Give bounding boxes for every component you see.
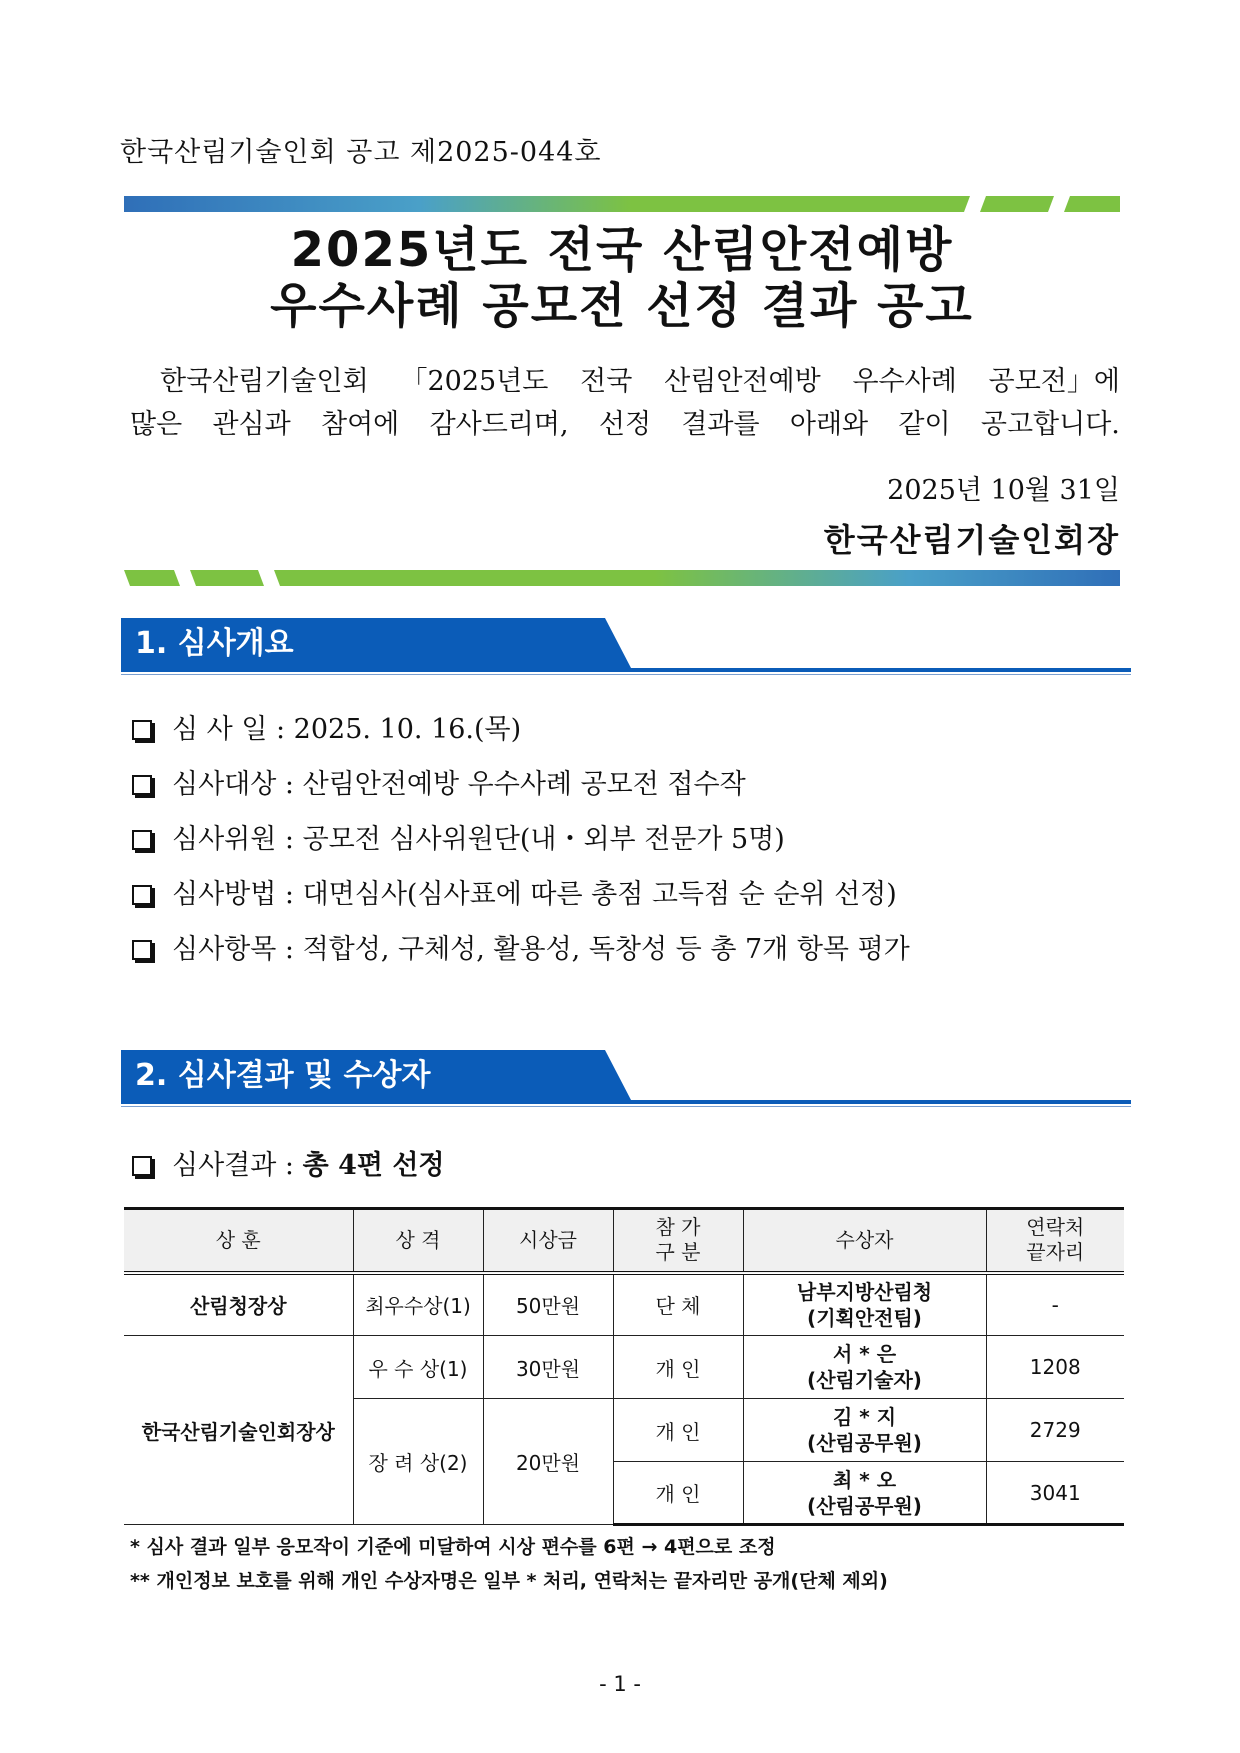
table-row xyxy=(124,1336,1124,1399)
header-type xyxy=(613,1209,743,1273)
checkbox-bullet-icon xyxy=(132,775,152,795)
recipient-name: 최 * 오 xyxy=(832,1467,897,1492)
header-contact-line: 연락처 xyxy=(1026,1215,1085,1240)
intro-word: 전국 xyxy=(580,366,633,397)
issuer-name: 한국산림기술인회장 xyxy=(823,521,1120,559)
notice-number: 한국산림기술인회 공고 제2025-044호 xyxy=(120,137,602,168)
intro-word: 공모전」에 xyxy=(988,366,1120,397)
bottom-decorative-bar xyxy=(124,570,1120,586)
section-1-header xyxy=(121,618,1131,674)
header-prize: 시상금 xyxy=(483,1209,613,1273)
prize-cell: 20만원 xyxy=(483,1399,613,1525)
list-item xyxy=(130,1146,445,1201)
award-cell: 한국산림기술인회장상 xyxy=(124,1336,353,1525)
list-item-text: 심사위원 : 공모전 심사위원단(내・외부 전문가 5명) xyxy=(172,824,785,855)
header-recipient: 수상자 xyxy=(743,1209,986,1273)
result-value: 총 4편 선정 xyxy=(302,1150,445,1181)
title-line-2: 우수사례 공모전 선정 결과 공고 xyxy=(270,278,974,334)
recipient-cell xyxy=(743,1336,986,1399)
type-cell: 개 인 xyxy=(613,1336,743,1399)
top-decorative-bar xyxy=(124,196,1120,212)
list-item xyxy=(130,820,910,875)
footnotes xyxy=(130,1530,888,1598)
list-item-text: 심사대상 : 산림안전예방 우수사례 공모전 접수작 xyxy=(172,769,746,800)
grade-cell: 최우수상(1) xyxy=(353,1273,483,1336)
section-2-tab-slant xyxy=(591,1050,641,1102)
list-item xyxy=(130,710,910,765)
title-line-1: 2025년도 전국 산림안전예방 xyxy=(290,222,954,278)
table-row xyxy=(124,1273,1124,1336)
section-2-title: 2. 심사결과 및 수상자 xyxy=(121,1050,591,1102)
footnote: * 심사 결과 일부 응모작이 기준에 미달하여 시상 편수를 6편 → 4편으로 조정 xyxy=(130,1536,776,1558)
page-number: - 1 - xyxy=(599,1672,641,1696)
awards-table xyxy=(124,1207,1124,1526)
result-label: 심사결과 : xyxy=(172,1150,303,1181)
document-title xyxy=(124,222,1120,334)
section-1-rule-thin xyxy=(121,674,1131,675)
intro-word: 한국산림기술인회 xyxy=(160,366,369,397)
intro-word: 「2025년도 xyxy=(400,366,549,397)
intro-word: 산림안전예방 xyxy=(664,366,821,397)
recipient-affiliation: (산림공무원) xyxy=(807,1493,922,1518)
review-overview-list xyxy=(130,710,910,985)
table-header-row xyxy=(124,1209,1124,1273)
checkbox-bullet-icon xyxy=(132,885,152,905)
intro-word: 공고합니다. xyxy=(980,409,1120,440)
intro-word: 참여에 xyxy=(321,409,400,440)
grade-cell: 우 수 상(1) xyxy=(353,1336,483,1399)
list-item xyxy=(130,765,910,820)
checkbox-bullet-icon xyxy=(132,1156,152,1176)
section-2-rule-thin xyxy=(121,1106,1131,1107)
prize-cell: 30만원 xyxy=(483,1336,613,1399)
contact-cell: - xyxy=(986,1273,1124,1336)
contact-cell: 1208 xyxy=(986,1336,1124,1399)
list-item-text: 심사방법 : 대면심사(심사표에 따른 총점 고득점 순 순위 선정) xyxy=(172,879,897,910)
recipient-cell xyxy=(743,1462,986,1525)
type-cell: 개 인 xyxy=(613,1462,743,1525)
contact-cell: 3041 xyxy=(986,1462,1124,1525)
intro-word: 우수사례 xyxy=(852,366,957,397)
recipient-name: 서 * 은 xyxy=(832,1342,897,1366)
recipient-cell xyxy=(743,1273,986,1336)
header-contact-line: 끝자리 xyxy=(1026,1240,1085,1265)
prize-cell: 50만원 xyxy=(483,1273,613,1336)
header-type-line: 참 가 xyxy=(655,1215,701,1240)
intro-line-1 xyxy=(130,360,1120,403)
intro-word: 선정 xyxy=(598,409,652,440)
type-cell: 단 체 xyxy=(613,1273,743,1336)
type-cell: 개 인 xyxy=(613,1399,743,1462)
header-type-line: 구 분 xyxy=(655,1240,701,1265)
grade-cell: 장 려 상(2) xyxy=(353,1399,483,1525)
award-cell: 산림청장상 xyxy=(124,1273,353,1336)
footnote: ** 개인정보 보호를 위해 개인 수상자명은 일부 * 처리, 연락처는 끝자리만 공개(단체 제외) xyxy=(130,1570,888,1592)
list-item-text: 심사항목 : 적합성, 구체성, 활용성, 독창성 등 총 7개 항목 평가 xyxy=(172,934,910,965)
section-2-header xyxy=(121,1050,1131,1106)
intro-word: 아래와 xyxy=(789,409,869,440)
checkbox-bullet-icon xyxy=(132,830,152,850)
recipient-name: 남부지방산림청 xyxy=(796,1279,933,1304)
section-2-rule xyxy=(121,1100,1131,1104)
recipient-name: 김 * 지 xyxy=(832,1405,897,1429)
intro-word: 감사드리며, xyxy=(429,409,569,440)
intro-word: 관심과 xyxy=(212,409,291,440)
recipient-affiliation: (기획안전팀) xyxy=(807,1305,922,1330)
recipient-affiliation: (산림기술자) xyxy=(807,1368,922,1392)
list-item xyxy=(130,930,910,985)
header-award: 상 훈 xyxy=(124,1209,353,1273)
header-contact xyxy=(986,1209,1124,1273)
list-item-text: 심 사 일 : 2025. 10. 16.(목) xyxy=(172,714,522,745)
recipient-cell xyxy=(743,1399,986,1462)
notice-date: 2025년 10월 31일 xyxy=(887,475,1120,506)
checkbox-bullet-icon xyxy=(132,940,152,960)
checkbox-bullet-icon xyxy=(132,720,152,740)
intro-paragraph xyxy=(130,360,1120,446)
intro-line-2 xyxy=(130,403,1120,446)
section-1-tab-slant xyxy=(591,618,641,670)
list-item xyxy=(130,875,910,930)
intro-word: 많은 xyxy=(130,409,183,440)
contact-cell: 2729 xyxy=(986,1399,1124,1462)
result-summary xyxy=(130,1146,445,1201)
header-grade: 상 격 xyxy=(353,1209,483,1273)
section-1-title: 1. 심사개요 xyxy=(121,618,591,670)
intro-word: 같이 xyxy=(898,409,951,440)
recipient-affiliation: (산림공무원) xyxy=(807,1431,922,1455)
intro-word: 결과를 xyxy=(681,409,760,440)
section-1-rule xyxy=(121,668,1131,672)
